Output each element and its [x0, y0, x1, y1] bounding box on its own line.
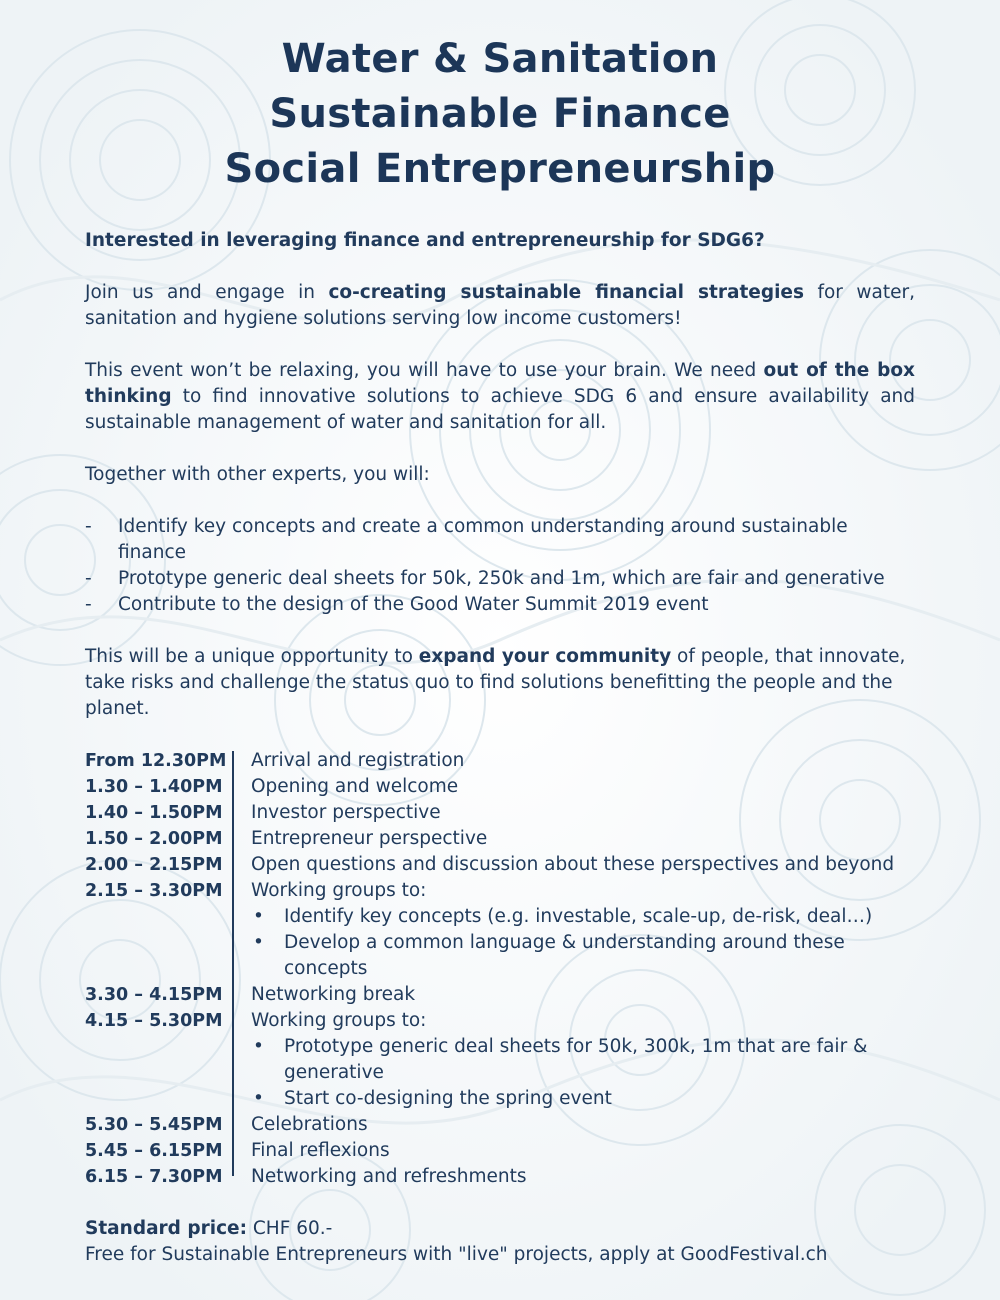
schedule-subitem: [85, 1034, 915, 1086]
subitem-text: Prototype generic deal sheets for 50k, 300k, 1m that are fair & generative: [284, 1036, 868, 1083]
schedule-desc: Opening and welcome: [251, 776, 459, 797]
schedule-time: 5.45 – 6.15PM: [85, 1141, 223, 1161]
bullet-marker: •: [253, 1036, 264, 1057]
flyer-body: [85, 228, 915, 1268]
intro-question: Interested in leveraging finance and entrepreneurship for SDG6?: [85, 230, 765, 251]
schedule-time: 1.30 – 1.40PM: [85, 777, 223, 797]
schedule-row: [85, 774, 915, 800]
schedule-row: [85, 800, 915, 826]
join-emphasis: co-creating sustainable financial strategies: [328, 282, 804, 303]
price-value: CHF 60.-: [246, 1218, 333, 1239]
schedule-row: [85, 982, 915, 1008]
schedule-divider: [232, 751, 234, 1176]
title-line-1: Water & Sanitation: [281, 36, 719, 82]
schedule-time: 2.15 – 3.30PM: [85, 881, 223, 901]
schedule-table: [85, 748, 915, 1190]
schedule-time: 2.00 – 2.15PM: [85, 855, 223, 875]
schedule-row: [85, 1112, 915, 1138]
schedule-row: [85, 1138, 915, 1164]
dash-marker: -: [85, 516, 92, 537]
schedule-time: 6.15 – 7.30PM: [85, 1167, 223, 1187]
price-label: Standard price:: [85, 1218, 247, 1239]
bullet-marker: •: [253, 932, 264, 953]
schedule-time: 3.30 – 4.15PM: [85, 985, 223, 1005]
community-emphasis: expand your community: [418, 646, 672, 667]
title-line-3: Social Entrepreneurship: [224, 146, 776, 192]
price-line: [85, 1216, 915, 1242]
schedule-row: [85, 1008, 915, 1034]
event-text-end: to find innovative solutions to achieve SDG 6 and ensure availability and sustainable management of water and sanitation for all.: [85, 386, 915, 433]
schedule-subitem: [85, 1086, 915, 1112]
subitem-text: Develop a common language & understanding around these concepts: [284, 932, 845, 979]
join-text-end: for water, sanitation and hygiene solutions serving low income customers!: [85, 282, 915, 329]
schedule-time: 1.40 – 1.50PM: [85, 803, 223, 823]
community-text-end: of people, that innovate, take risks and challenge the status quo to find solutions benefitting the people and the planet.: [85, 646, 906, 719]
join-text: Join us and engage in: [85, 282, 329, 303]
schedule-row: [85, 1164, 915, 1190]
community-paragraph: [85, 644, 915, 722]
goals-list: [85, 514, 915, 618]
list-item: [85, 566, 915, 592]
community-text: This will be a unique opportunity to: [85, 646, 419, 667]
schedule-time: 5.30 – 5.45PM: [85, 1115, 223, 1135]
schedule-desc: Investor perspective: [251, 802, 441, 823]
join-paragraph: [85, 280, 915, 332]
goal-text: Prototype generic deal sheets for 50k, 250k and 1m, which are fair and generative: [118, 568, 885, 589]
dash-marker: -: [85, 594, 92, 615]
schedule-row: [85, 826, 915, 852]
schedule-desc: Working groups to:: [251, 880, 427, 901]
schedule-row: [85, 878, 915, 904]
schedule-desc: Networking and refreshments: [251, 1166, 527, 1187]
schedule-subitem: [85, 904, 915, 930]
schedule-time: 1.50 – 2.00PM: [85, 829, 223, 849]
schedule-time: From 12.30PM: [85, 751, 227, 771]
dash-marker: -: [85, 568, 92, 589]
title-line-2: Sustainable Finance: [269, 91, 731, 137]
schedule-desc: Open questions and discussion about these perspectives and beyond: [251, 854, 895, 875]
page-title: [0, 32, 1000, 197]
list-item: [85, 592, 915, 618]
subitem-text: Identify key concepts (e.g. investable, scale-up, de-risk, deal…): [284, 906, 873, 927]
event-paragraph: [85, 358, 915, 436]
schedule-desc: Celebrations: [251, 1114, 368, 1135]
schedule-desc: Entrepreneur perspective: [251, 828, 488, 849]
schedule-desc: Networking break: [251, 984, 416, 1005]
event-emphasis: out of the box thinking: [85, 360, 915, 407]
schedule-subitem: [85, 930, 915, 982]
list-item: [85, 514, 915, 566]
schedule-desc: Arrival and registration: [251, 750, 465, 771]
subitem-text: Start co-designing the spring event: [284, 1088, 612, 1109]
schedule-row: [85, 852, 915, 878]
event-text: This event won’t be relaxing, you will have to use your brain. We need: [85, 360, 764, 381]
bullet-marker: •: [253, 906, 264, 927]
together-paragraph: Together with other experts, you will:: [85, 464, 430, 485]
schedule-desc: Final reflexions: [251, 1140, 390, 1161]
goal-text: Identify key concepts and create a common understanding around sustainable finance: [118, 516, 848, 563]
goal-text: Contribute to the design of the Good Water Summit 2019 event: [118, 594, 709, 615]
schedule-row: [85, 748, 915, 774]
schedule-time: 4.15 – 5.30PM: [85, 1011, 223, 1031]
bullet-marker: •: [253, 1088, 264, 1109]
free-note: Free for Sustainable Entrepreneurs with "live" projects, apply at GoodFestival.ch: [85, 1244, 828, 1265]
schedule-desc: Working groups to:: [251, 1010, 427, 1031]
